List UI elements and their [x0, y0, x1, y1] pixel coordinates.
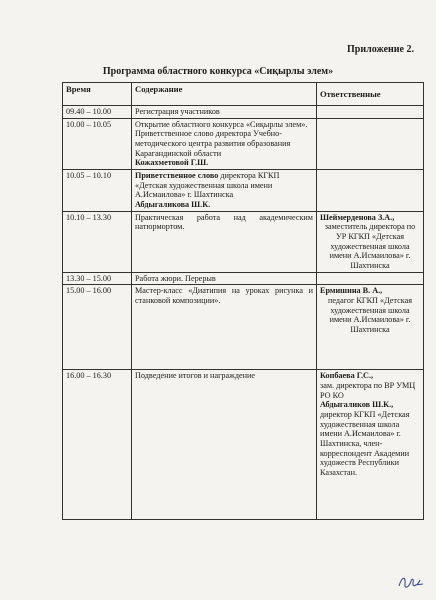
responsible-cell — [317, 118, 424, 169]
responsible-text: заместитель директора по УР КГКП «Детская художественная школа имени А.Исмаилова» г. Шахтинска — [324, 222, 416, 271]
time-cell: 13.30 – 15.00 — [63, 272, 132, 285]
table-row — [63, 285, 424, 370]
content-text: Подведение итогов и награждение — [135, 371, 256, 381]
content-cell — [132, 211, 317, 272]
time-cell: 10.10 – 13.30 — [63, 211, 132, 272]
responsible-text: директор КГКП «Детская художественная школа имени А.Исмаилова» г. Шахтинска, член-корреспондент Академии художеств Республики Казахстан. — [320, 410, 410, 478]
table-header-row — [63, 83, 424, 106]
time-cell: 15.00 – 16.00 — [63, 285, 132, 370]
table-row — [63, 118, 424, 169]
responsible-cell — [317, 272, 424, 285]
responsible-text: Копбаева Г.С., — [320, 371, 374, 381]
content-text: Регистрация участников — [135, 107, 220, 116]
responsible-text: Шеймерденова З.А., — [320, 212, 395, 222]
time-cell: 10.00 – 10.05 — [63, 118, 132, 169]
signature-mark — [396, 572, 426, 592]
time-cell: 10.05 – 10.10 — [63, 170, 132, 212]
responsible-cell — [317, 211, 424, 272]
table-row — [63, 370, 424, 520]
responsible-cell — [317, 285, 424, 370]
header-responsible: Ответственные — [317, 83, 424, 106]
content-text: Мастер-класс «Диатипия на уроках рисунка и станковой композиции». — [135, 286, 313, 306]
responsible-text: Абдыгаликов Ш.К., — [320, 400, 394, 410]
header-content: Содержание — [132, 83, 317, 106]
table-row — [63, 211, 424, 272]
time-cell: 09.40 – 10.00 — [63, 106, 132, 119]
appendix-label: Приложение 2. — [347, 44, 414, 55]
content-text: Открытие областного конкурса «Сиқырлы элем». — [135, 119, 308, 129]
content-text: директора КГКП «Детская художественная школа имени А.Исмаилова» г. Шахтинска — [135, 171, 280, 200]
responsible-text: Ермишина В. А., — [320, 286, 383, 296]
time-cell: 16.00 – 16.30 — [63, 370, 132, 520]
content-cell — [132, 118, 317, 169]
content-text: Приветственное слово директора Учебно-методического центра развития образования Карагандинской области — [135, 129, 291, 158]
content-text: Приветственное слово — [135, 171, 219, 181]
responsible-cell — [317, 106, 424, 119]
content-cell — [132, 272, 317, 285]
table-row — [63, 170, 424, 212]
table-row — [63, 272, 424, 285]
content-text: Работа жюри. Перерыв — [135, 273, 216, 283]
table-body — [63, 106, 424, 520]
responsible-cell — [317, 370, 424, 520]
program-title: Программа областного конкурса «Сиқырлы элем» — [102, 66, 334, 77]
content-cell — [132, 370, 317, 520]
content-text: Практическая работа над академическим натюрмортом. — [135, 212, 313, 232]
header-time: Время — [63, 83, 132, 106]
content-text: Абдыгаликова Ш.К. — [135, 200, 211, 210]
responsible-text: зам. директора по ВР УМЦ РО КО — [320, 381, 416, 400]
content-cell — [132, 106, 317, 119]
content-cell — [132, 285, 317, 370]
content-text: Кожахметовой Г.Ш. — [135, 158, 209, 168]
content-cell — [132, 170, 317, 212]
responsible-cell — [317, 170, 424, 212]
responsible-text: педагог КГКП «Детская художественная школа имени А.Исмаилова» г. Шахтинска — [328, 296, 412, 335]
program-table — [62, 82, 424, 520]
table-row — [63, 106, 424, 119]
